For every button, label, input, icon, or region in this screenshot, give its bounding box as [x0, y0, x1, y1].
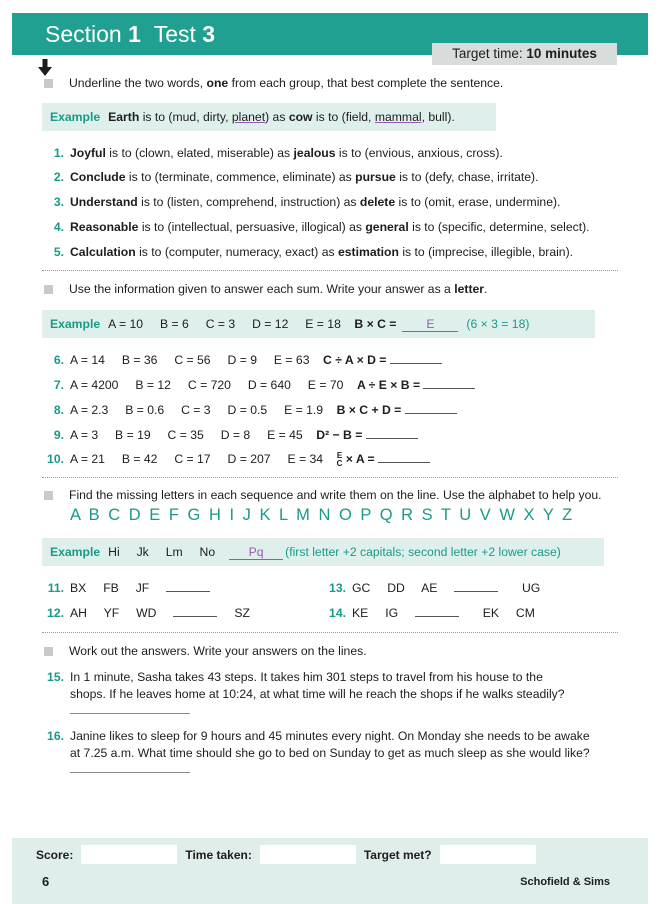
answer-line[interactable] — [166, 580, 210, 592]
arrow-down-icon — [38, 59, 52, 77]
square-bullet-icon — [44, 491, 53, 500]
divider — [42, 477, 618, 478]
score-row — [36, 845, 544, 864]
question-13[interactable]: 13. GC DD AE UG — [329, 581, 541, 595]
alphabet-strip: A B C D E F G H I J K L M N O P Q R S T U V W X Y Z — [70, 506, 573, 524]
answer-line[interactable] — [366, 427, 418, 439]
question-15: 15. In 1 minute, Sasha takes 43 steps. It takes him 301 steps to travel from his house to the shops. If he leaves home at 10:24, at what time will he reach the shops if he walks steadily? — [47, 670, 565, 701]
question-5[interactable]: 5. Calculation is to (computer, numeracy, exact) as estimation is to (imprecise, illegible, brain). — [53, 245, 574, 259]
instruction-part2: Use the information given to answer each sum. Write your answer as a letter . — [44, 282, 487, 296]
question-14[interactable]: 14. KE IG EK CM — [329, 606, 535, 620]
example-part1: Example Earth is to (mud, dirty, planet ) as cow is to (field, mammal , bull). — [42, 103, 496, 131]
example-part3: Example Hi Jk Lm No Pq (first letter +2 capitals; second letter +2 lower case) — [42, 538, 604, 566]
question-6[interactable]: 6. A = 14 B = 36 C = 56 D = 9 E = 63 C ÷ A × D = — [44, 352, 442, 367]
time-taken-box[interactable] — [260, 845, 356, 864]
answer-line[interactable] — [378, 451, 430, 463]
question-10[interactable]: 10. A = 21 B = 42 C = 17 D = 207 E = 34 E C × A = — [44, 451, 430, 468]
instruction-part4: Work out the answers. Write your answers on the lines. — [44, 644, 367, 658]
answer-line[interactable] — [173, 605, 217, 617]
publisher-name: Schofield & Sims — [520, 876, 610, 888]
divider — [42, 632, 618, 633]
time-taken-label: Time taken: — [185, 847, 252, 862]
answer-line-16[interactable] — [70, 772, 190, 773]
target-met-box[interactable] — [440, 845, 536, 864]
question-3[interactable]: 3. Understand is to (listen, comprehend, instruction) as delete is to (omit, erase, undermine). — [53, 195, 561, 209]
question-1[interactable]: 1. Joyful is to (clown, elated, miserable) as jealous is to (envious, anxious, cross). — [53, 146, 503, 160]
question-9[interactable]: 9. A = 3 B = 19 C = 35 D = 8 E = 45 D² − B = — [44, 427, 418, 442]
square-bullet-icon — [44, 79, 53, 88]
answer-line-15[interactable] — [70, 713, 190, 714]
page-number: 6 — [42, 874, 50, 889]
target-met-label: Target met? — [363, 847, 432, 862]
instruction-part3: Find the missing letters in each sequence and write them on the line. Use the alphabet to help you. — [44, 488, 602, 502]
answer-line[interactable] — [423, 377, 475, 389]
score-label: Score: — [36, 847, 74, 862]
square-bullet-icon — [44, 285, 53, 294]
answer-line[interactable] — [390, 352, 442, 364]
section-title: Section 1 Test 3 — [45, 21, 216, 47]
divider — [42, 270, 618, 271]
instruction-part1: Underline the two words, one from each group, that best complete the sentence. — [44, 76, 503, 90]
fraction-e-over-c: E C — [336, 450, 343, 468]
question-7[interactable]: 7. A = 4200 B = 12 C = 720 D = 640 E = 70 A ÷ E × B = — [44, 377, 475, 392]
example-part2: Example A = 10 B = 6 C = 3 D = 12 E = 18 B × C = E (6 × 3 = 18) — [42, 310, 595, 338]
question-11[interactable]: 11. BX FB JF — [44, 580, 210, 595]
answer-line[interactable] — [454, 580, 498, 592]
answer-line[interactable] — [415, 605, 459, 617]
square-bullet-icon — [44, 647, 53, 656]
target-time: Target time: 10 minutes — [432, 43, 617, 65]
question-2[interactable]: 2. Conclude is to (terminate, commence, eliminate) as pursue is to (defy, chase, irritate). — [53, 170, 539, 184]
answer-line[interactable] — [405, 402, 457, 414]
question-4[interactable]: 4. Reasonable is to (intellectual, persuasive, illogical) as general is to (specific, determine, select). — [53, 220, 590, 234]
question-8[interactable]: 8. A = 2.3 B = 0.6 C = 3 D = 0.5 E = 1.9 B × C + D = — [44, 402, 457, 417]
question-12[interactable]: 12. AH YF WD SZ — [47, 606, 250, 620]
score-box[interactable] — [81, 845, 177, 864]
question-16: 16. Janine likes to sleep for 9 hours and 45 minutes every night. On Monday she needs to be awake at 7.25 a.m. What time should she go to bed on Sunday to get as much sleep as she would like? — [47, 729, 590, 760]
